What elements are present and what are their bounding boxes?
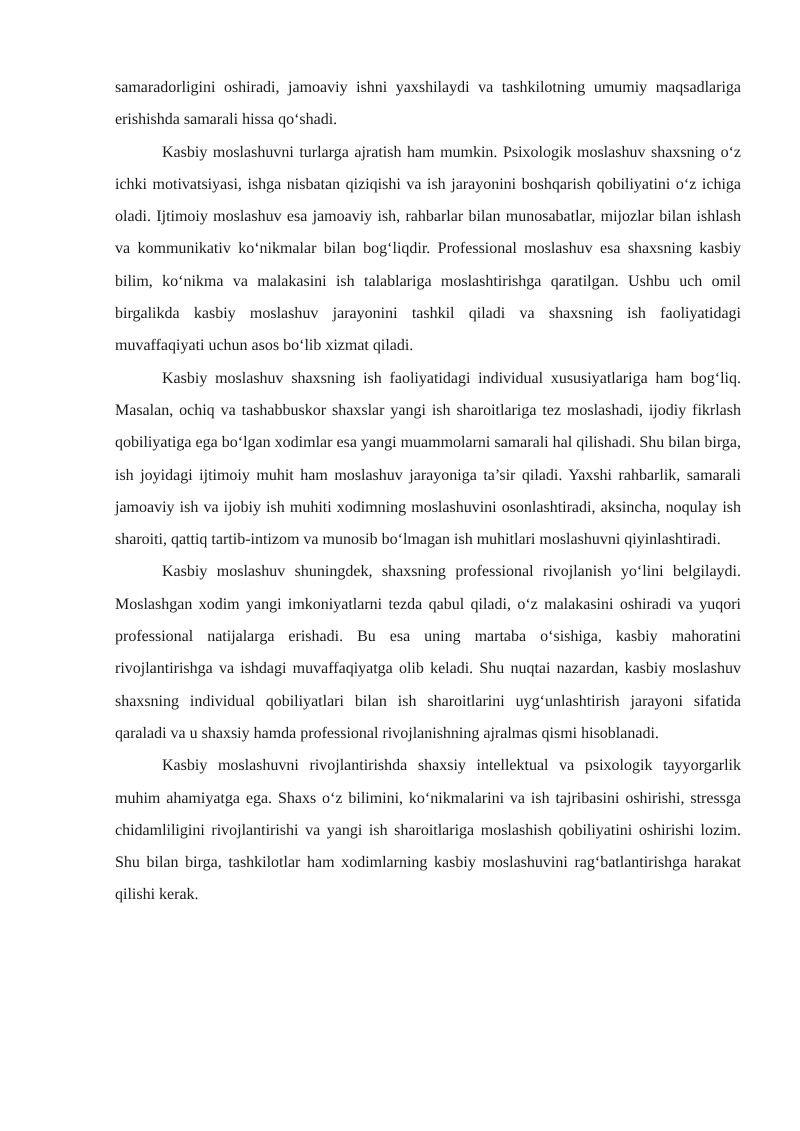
paragraph-continuation: samaradorligini oshiradi, jamoaviy ishni yaxshilaydi va tashkilotning umumiy maqsadlariga erishishda samarali hissa qo‘shadi. (115, 79, 741, 129)
paragraph-individual-traits: Kasbiy moslashuv shaxsning ish faoliyatidagi individual xususiyatlariga ham bog‘liq. Masalan, ochiq va tashabbuskor shaxslar yangi ish sharoitlariga tez moslashadi, ijodiy fikrlash qobiliyatiga ega bo‘lgan xodimlar esa yangi muammolarni samarali hal qilishadi. Shu bilan birga, ish joyidagi ijtimoiy muhit ham moslashuv jarayoniga ta’sir qiladi. Yaxshi rahbarlik, samarali jamoaviy ish va ijobiy ish muhiti xodimning moslashuvini osonlashtiradi, aksincha, noqulay ish sharoiti, qattiq tartib-intizom va munosib bo‘lmagan ish muhitlari moslashuvni qiyinlashtiradi. (115, 369, 741, 549)
paragraph-intellectual-preparation: Kasbiy moslashuvni rivojlantirishda shaxsiy intellektual va psixologik tayyorgarlik muhim ahamiyatga ega. Shaxs o‘z bilimini, ko‘nikmalarini va ish tajribasini oshirishi, stressga chidamliligini rivojlantirishi va yangi ish sharoitlariga moslashish qobiliyatini oshirishi lozim. Shu bilan birga, tashkilotlar ham xodimlarning kasbiy moslashuvini rag‘batlantirishga harakat qilishi kerak. (115, 757, 741, 904)
paragraph-professional-development: Kasbiy moslashuv shuningdek, shaxsning professional rivojlanish yo‘lini belgilaydi. Moslashgan xodim yangi imkoniyatlarni tezda qabul qiladi, o‘z malakasini oshiradi va yuqori professional natijalarga erishadi. Bu esa uning martaba o‘sishiga, kasbiy mahoratini rivojlantirishga va ishdagi muvaffaqiyatga olib keladi. Shu nuqtai nazardan, kasbiy moslashuv shaxsning individual qobiliyatlari bilan ish sharoitlarini uyg‘unlashtirish jarayoni sifatida qaraladi va u shaxsiy hamda professional rivojlanishning ajralmas qismi hisoblanadi. (115, 563, 741, 742)
paragraph-adaptation-types: Kasbiy moslashuvni turlarga ajratish ham mumkin. Psixologik moslashuv shaxsning o‘z ichki motivatsiyasi, ishga nisbatan qiziqishi va ish jarayonini boshqarish qobiliyatini o‘z ichiga oladi. Ijtimoiy moslashuv esa jamoaviy ish, rahbarlar bilan munosabatlar, mijozlar bilan ishlash va kommunikativ ko‘nikmalar bilan bog‘liqdir. Professional moslashuv esa shaxsning kasbiy bilim, ko‘nikma va malakasini ish talablariga moslashtirishga qaratilgan. Ushbu uch omil birgalikda kasbiy moslashuv jarayonini tashkil qiladi va shaxsning ish faoliyatidagi muvaffaqiyati uchun asos bo‘lib xizmat qiladi. (115, 143, 741, 355)
document-page (115, 72, 741, 912)
